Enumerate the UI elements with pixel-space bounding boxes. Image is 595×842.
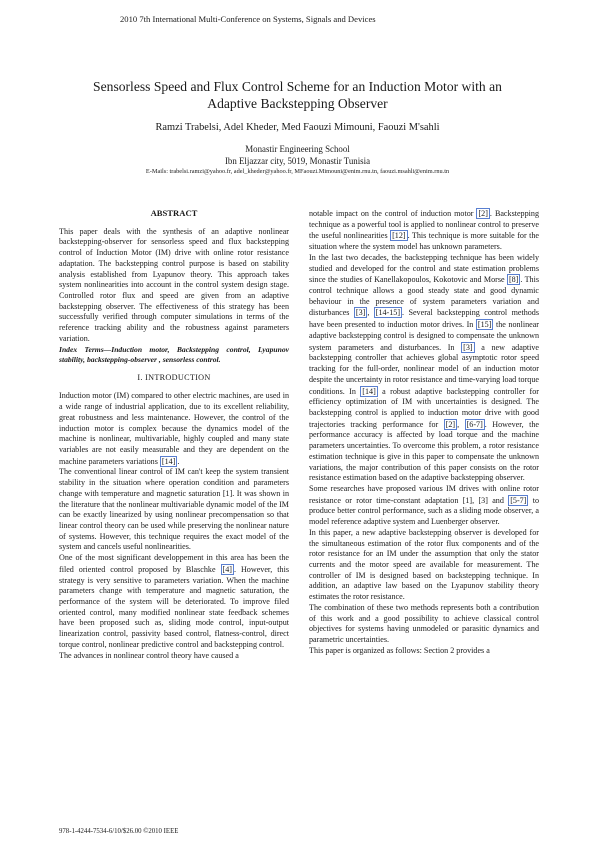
citation-link-8[interactable]: [8] [508, 275, 519, 285]
abstract-heading: ABSTRACT [150, 208, 198, 218]
author-list: Ramzi Trabelsi, Adel Kheder, Med Faouzi Mimouni, Faouzi M'sahli [155, 122, 440, 133]
affiliation-address: Ibn Eljazzar city, 5019, Monastir Tunisia [224, 156, 371, 166]
right-paragraph-4: In this paper, a new adaptive backstepping observer is developed for the simultaneous estimation of the rotor flux components and of the rotor resistance for an IM under the assumption that only the stator currents and the motor speed are available for measurement. The controller of IM is designed based on backstepping technique. In addition, an adaptive law based on the Lyapunov stability theory estimates the rotor resistance. [309, 527, 539, 602]
citation-link-5-7[interactable]: [5-7] [510, 495, 527, 505]
right-paragraph-5: The combination of these two methods represents both a contribution of this work and a good possibility to achieve classical control objectives for systems having unmodeled or parasitic dynamics and parametric uncertainties. [309, 602, 539, 645]
citation-link-4[interactable]: [4] [222, 564, 232, 574]
conference-header: 2010 7th International Multi-Conference on Systems, Signals and Devices [120, 14, 376, 24]
citation-link-6-7[interactable]: [6-7] [466, 419, 483, 429]
right-paragraph-6: This paper is organized as follows: Section 2 provides a [309, 645, 490, 655]
index-terms-text: —Induction motor, Backstepping control, Lyapunov stability, backstepping-observer , sensorless control. [59, 344, 289, 364]
index-terms [59, 345, 289, 365]
right-paragraph-1 [309, 208, 539, 253]
citation-link-3[interactable]: [3] [355, 308, 366, 318]
citation-link-14-15[interactable]: [14-15] [375, 308, 401, 318]
right-paragraph-3 [309, 484, 539, 528]
text-run: . Backstepping technique as a powerful tool is applied to nonlinear control to preserve the useful nonlinearities [309, 209, 539, 241]
citation-link-12[interactable]: [12] [392, 231, 406, 241]
citation-link-15[interactable]: [15] [477, 320, 492, 330]
left-column [59, 208, 289, 661]
intro-paragraph-2: The conventional linear control of IM can't keep the system transient stability in the situation where operation condition and parameters change with temperature and magnetic saturation [1]. It was shown in the literature that the nonlinear multivariable dynamic model of the IM can be exactly linearized by using nonlinear precompensation so that linear control theory can be used while preserving the nonlinear nature of systems. However, this technique requires the exact model of the system and cancels useful nonlinearities. [59, 467, 289, 552]
intro-paragraph-1 [59, 391, 289, 467]
text-run: . However, the performance accuracy is affected by load torque and the machine parameters uncertainties. To overcome this problem, a rotor resistance estimation technique is give in this paper to compensate the unknown variations, the major contribution of this paper consists on the rotor resistance estimation based on the adaptive backstepping observer. [309, 419, 540, 483]
title-line-1: Sensorless Speed and Flux Control Scheme for an Induction Motor with an [93, 79, 502, 94]
citation-link-14b[interactable]: [14] [362, 386, 376, 396]
intro-paragraph-3 [59, 553, 289, 650]
text-run: . However, this strategy is very sensitive to parameters variation. When the machine parameters change with temperature and magnetic saturation, the performance of the system will be deteriorated. To improve filed oriented control, many modified nonlinear state feedback schemes have been proposed such as, sliding mode control, input-output linearization control, passivity based control, flatness-control, direct torque control, nonlinear predictive control and backstepping control. [59, 564, 289, 649]
intro-paragraph-4: The advances in nonlinear control theory have caused a [59, 650, 239, 660]
introduction-heading: I. INTRODUCTION [137, 372, 211, 382]
text-run: a new adaptive backstepping controller that achieves global asymptotic rotor speed tracking for the full-order, nonlinear model of an induction motor despite the uncertainty in rotor resistance and time-varying load torque conditions. In [309, 342, 540, 396]
text-run: . This control technique allows a good steady state and good dynamic behaviour in the presence of system parameters variation and disturbances [309, 275, 539, 318]
right-column [309, 208, 539, 656]
text-run: In the last two decades, the backstepping technique has been widely studied and developed for the control and state estimation problems since the studies of Kanellakopoulos, Kokotovic and Morse [309, 252, 539, 285]
abstract-text: This paper deals with the synthesis of an adaptive nonlinear backstepping-observer for sensorless speed and flux backstepping control of Induction Motor (IM) drive with online rotor resistance adaptation. The backstepping control purpose is based on stability analysis established from Lyapunov theory. This approach takes system nonlinearities into account in the control system design stage. Controlled rotor flux and speed are given from an adaptive backstepping observer. The effectiveness of this strategy has been successfully verified through computer simulations in terms of the reference tracking ability and the robustness against parameters variation. [59, 226, 289, 343]
text-run: . This technique is more suitable for the situation where the system model has unknown parameters. [309, 231, 540, 252]
text-run: Some researches have proposed various IM drives with online rotor resistance or rotor time-constant adaptation [1], [3] and [309, 483, 539, 505]
citation-link-2[interactable]: [2] [478, 209, 488, 218]
text-run: the nonlinear adaptive backstepping control is designed to compensate the unknown system parameters and disturbances. In [309, 320, 539, 352]
author-emails: E-Mails: trabelsi.ramzi@yahoo.fr, adel_kheder@yahoo.fr, MFaouzi.Mimouni@enim.rnu.tn, faouzi.msahli@enim.rnu.tn [145, 168, 450, 175]
text-run: , [457, 419, 465, 429]
text-run: One of the most significant developpement in this area has been the filed oriented control proposed by Blaschke [59, 553, 289, 574]
right-paragraph-2 [309, 253, 539, 484]
text-run: Induction motor (IM) compared to other electric machines, are used in a wide range of industrial application, due to its excellent reliability, great robustness and less maintenance. However, the control of the induction motor is complex because the dynamics model of the machine is nonlinear, multivariable, highly coupled and many state variables are not easily measurable and they are dependent on the machine parameters variations [59, 391, 289, 466]
paper-title [40, 78, 555, 112]
text-run: . Several backstepping control methods have been presented to induction motor drives. In [309, 308, 540, 330]
text-run: to produce better control performance, such as a sliding mode observer, a model reference adaptive system and Luenberger observer. [309, 495, 539, 527]
text-run: notable impact on the control of induction motor [309, 209, 477, 218]
text-run: , [367, 308, 374, 318]
citation-link-14[interactable]: [14] [161, 456, 176, 466]
title-line-2: Adaptive Backstepping Observer [207, 96, 388, 111]
copyright-footer: 978-1-4244-7534-6/10/$26.00 ©2010 IEEE [59, 828, 179, 835]
affiliation-institution: Monastir Engineering School [245, 144, 350, 154]
index-terms-label: Index Terms [59, 344, 104, 354]
citation-link-2b[interactable]: [2] [445, 419, 456, 429]
citation-link-3b[interactable]: [3] [463, 342, 473, 352]
text-run: a robust adaptive backstepping controller for efficiency optimization of IM with uncertainties is designed. The backstepping control is applied to induction motor drive with good trajectories tracking performance for [309, 386, 539, 429]
text-run: . [177, 456, 180, 466]
